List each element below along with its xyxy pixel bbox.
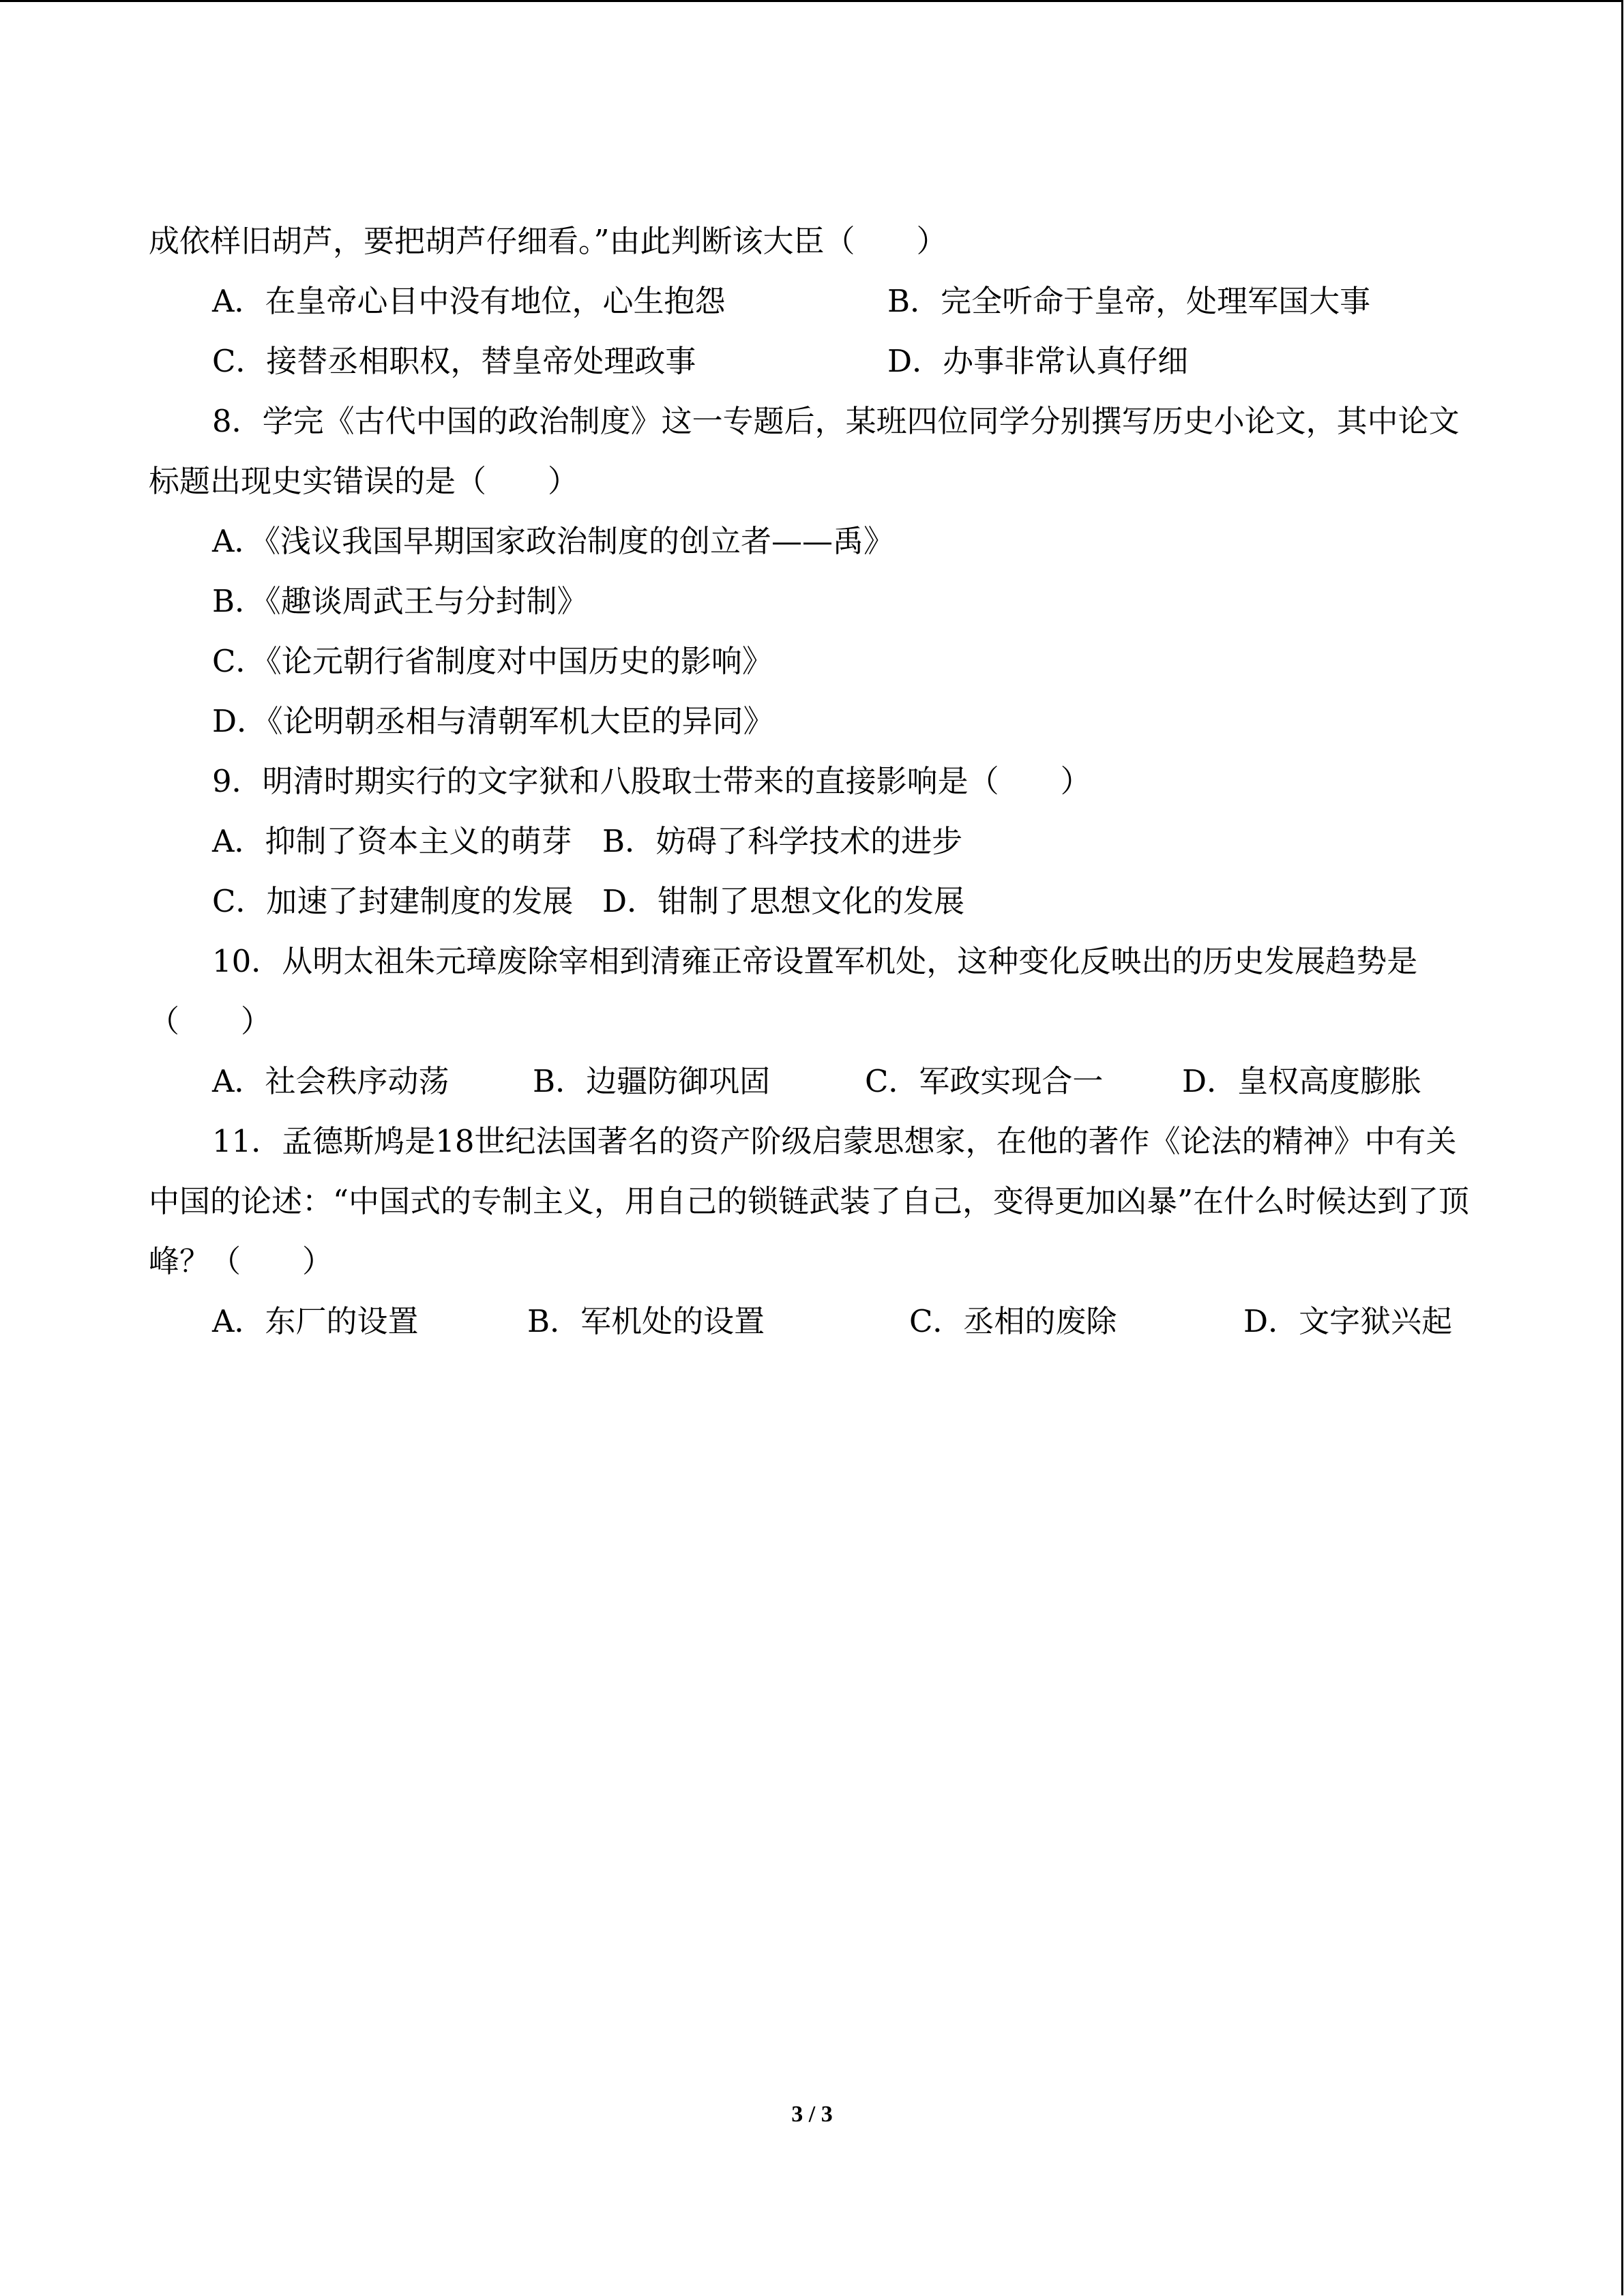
q7-option-a: A．在皇帝心目中没有地位，心生抱怨 [212, 283, 726, 319]
q11-option-c: C．丞相的废除 [909, 1303, 1117, 1339]
q11-options-row [149, 1292, 1479, 1352]
q7-stem-continuation: 成依样旧胡芦，要把胡芦仔细看。”由此判断该大臣（ ） [149, 223, 947, 259]
q8-option-d: D．《论明朝丞相与清朝军机大臣的异同》 [212, 703, 774, 739]
q11-option-a: A．东厂的设置 [212, 1303, 419, 1339]
q7-options-row-2 [149, 331, 1479, 391]
q10-option-c: C．军政实现合一 [865, 1063, 1104, 1099]
q10-option-a: A．社会秩序动荡 [212, 1063, 449, 1099]
q11-option-b: B．军机处的设置 [527, 1303, 765, 1339]
page-content [149, 211, 1479, 1352]
q9-option-a: A．抑制了资本主义的萌芽 [212, 823, 572, 859]
q7-option-c: C．接替丞相职权，替皇帝处理政事 [212, 343, 696, 379]
q9-option-b: B．妨碍了科学技术的进步 [602, 823, 963, 859]
q8-stem: 8．学完《古代中国的政治制度》这一专题后，某班四位同学分别撰写历史小论文，其中论文标题出现史实错误的是（ ） [149, 403, 1460, 499]
q10-options-row [149, 1052, 1479, 1112]
q11-stem: 11．孟德斯鸠是18世纪法国著名的资产阶级启蒙思想家，在他的著作《论法的精神》中有关中国的论述：“中国式的专制主义，用自己的锁链武装了自己，变得更加凶暴”在什么时候达到了顶峰？（ ） [149, 1123, 1470, 1279]
q10-option-b: B．边疆防御巩固 [533, 1063, 771, 1099]
q9-option-d: D．钳制了思想文化的发展 [602, 883, 965, 919]
q9-options-row-1 [149, 811, 1479, 871]
q7-options-row-1 [149, 271, 1479, 331]
q11-option-d: D．文字狱兴起 [1243, 1303, 1453, 1339]
q8-option-c: C．《论元朝行省制度对中国历史的影响》 [212, 643, 773, 679]
page-number: 3 / 3 [791, 2102, 833, 2127]
q10-stem: 10．从明太祖朱元璋废除宰相到清雍正帝设置军机处，这种变化反映出的历史发展趋势是（ ） [149, 943, 1418, 1039]
q10-option-d: D．皇权高度膨胀 [1182, 1063, 1422, 1099]
q8-option-b: B．《趣谈周武王与分封制》 [212, 583, 588, 619]
q9-option-c: C．加速了封建制度的发展 [212, 883, 574, 919]
q7-option-b: B．完全听命于皇帝，处理军国大事 [887, 283, 1371, 319]
q9-stem: 9．明清时期实行的文字狱和八股取士带来的直接影响是（ ） [212, 763, 1091, 799]
q7-option-d: D．办事非常认真仔细 [887, 343, 1189, 379]
q8-option-a: A．《浅议我国早期国家政治制度的创立者——禹》 [212, 523, 894, 559]
q9-options-row-2 [149, 871, 1479, 931]
